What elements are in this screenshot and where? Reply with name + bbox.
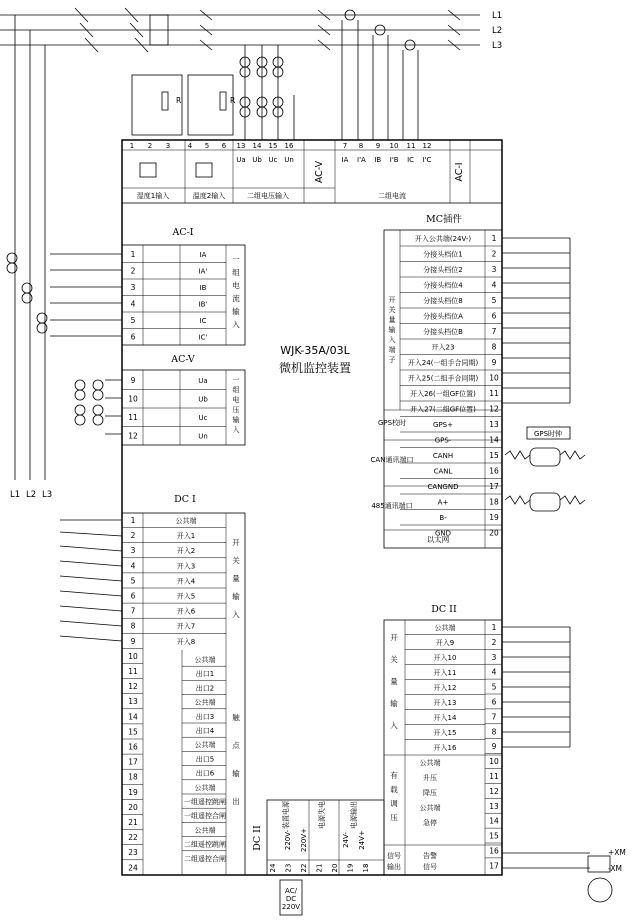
top-voltage-label: Ub xyxy=(252,156,262,164)
aci-side-char: 组 xyxy=(232,268,240,277)
dc2-bottom-number: 24 xyxy=(269,863,277,873)
dc1-side-in-char: 关 xyxy=(232,556,240,565)
top-terminal-strip xyxy=(122,140,502,203)
aci-terminal-number: 1 xyxy=(130,250,136,259)
dc1-output-label: 公共端 xyxy=(194,698,216,707)
aci-terminal-number: 5 xyxy=(130,316,136,325)
xm-plus-label: +XM xyxy=(608,848,626,857)
dc2-tap-label: 急停 xyxy=(423,819,437,827)
dc2-alarm-label: 信号 xyxy=(423,863,437,871)
acv-terminal-label: Uc xyxy=(198,414,208,422)
acv-terminal-number: 12 xyxy=(128,431,138,441)
dc2-bottom-group: 装置电源 xyxy=(282,801,290,829)
mc-terminal-label: GPS+ xyxy=(433,421,453,429)
dc1-input-label: 开入7 xyxy=(176,622,196,631)
aci-terminal-number: 4 xyxy=(130,299,136,309)
mc-terminal-number: 17 xyxy=(489,482,499,491)
dc1-output-label: 出口3 xyxy=(195,712,215,721)
dc2-terminal-number: 5 xyxy=(491,682,497,692)
dc2-terminal-number: 12 xyxy=(489,786,499,796)
dc2-terminal-number: 3 xyxy=(491,652,497,662)
dc1-side-in-char: 入 xyxy=(232,610,240,619)
diagram-text xyxy=(10,11,626,911)
top-terminal-number: 5 xyxy=(204,142,210,150)
dc2-bottom-number: 22 xyxy=(300,863,308,873)
dc2-tap-label: 公共端 xyxy=(419,759,441,767)
mc-terminal-label: A+ xyxy=(437,498,449,507)
dc2-tap-label: 公共端 xyxy=(419,804,441,812)
top-terminal-number: 3 xyxy=(165,142,171,150)
dc2-terminal-number: 14 xyxy=(489,816,499,826)
top-current-label: I'C xyxy=(422,156,432,164)
dc2-bottom-group: 电源输出 xyxy=(350,801,358,829)
dc2-bottom-number: 19 xyxy=(346,863,355,873)
dc1-input-label: 开入4 xyxy=(176,577,196,586)
dc2-side-in-char: 入 xyxy=(390,721,398,730)
acv-terminal-number: 9 xyxy=(130,376,136,385)
dc1-output-label: 出口1 xyxy=(195,670,215,679)
dc2-terminal-number: 10 xyxy=(489,757,499,767)
top-terminal-number: 4 xyxy=(187,142,193,150)
dc2-input-label: 开入16 xyxy=(433,744,457,752)
acv-title: AC-V xyxy=(171,354,195,365)
acv-terminal-number: 11 xyxy=(128,413,138,422)
dc2-terminal-number: 4 xyxy=(491,667,497,677)
dc2-side-in-char: 关 xyxy=(390,655,398,664)
dc1-terminal-number: 16 xyxy=(128,742,138,752)
acv-terminal-label: Ub xyxy=(198,395,208,404)
dc1-terminal-number: 24 xyxy=(128,863,138,873)
mc-terminal-number: 16 xyxy=(489,466,499,476)
mc-terminal-label: CANH xyxy=(432,452,454,460)
dc2-terminal-number: 2 xyxy=(491,637,497,647)
mc-terminal-number: 18 xyxy=(489,497,499,507)
xm-minus-label: -XM xyxy=(608,864,622,873)
top-voltage-label: Uc xyxy=(268,156,278,164)
dc1-output-label: 公共端 xyxy=(194,741,216,750)
dc1-terminal-number: 18 xyxy=(128,772,138,782)
mc-terminal-number: 12 xyxy=(489,404,499,414)
mc-terminal-number: 3 xyxy=(491,265,497,274)
dc1-terminal-number: 6 xyxy=(130,591,136,601)
top-current-label: IB xyxy=(374,156,382,164)
dc1-terminal-number: 21 xyxy=(128,818,138,827)
dc1-output-label: 出口6 xyxy=(195,769,215,778)
acv-side-char: 压 xyxy=(232,406,240,414)
mc-terminal-number: 15 xyxy=(489,451,499,460)
top-terminal-number: 13 xyxy=(236,142,246,150)
dc2-title: DC II xyxy=(431,604,457,615)
mc-terminal-label: 开入25(二组手合同期) xyxy=(407,374,479,383)
aci-terminal-label: IA xyxy=(199,251,207,259)
dc1-terminal-number: 1 xyxy=(130,516,136,525)
dc1-terminal-number: 23 xyxy=(128,848,138,858)
acv-terminal-block xyxy=(122,370,245,445)
dc1-terminal-number: 13 xyxy=(128,697,138,707)
mc-terminal-number: 13 xyxy=(489,420,499,429)
dc1-side-out-char: 点 xyxy=(232,741,240,750)
acv-side-char: 输 xyxy=(232,416,240,424)
mc-terminal-number: 9 xyxy=(491,358,497,367)
dc2-side-tap-char: 调 xyxy=(390,799,398,808)
dc1-side-in-char: 量 xyxy=(232,574,240,583)
aci-side-char: 流 xyxy=(232,294,240,303)
acv-terminal-label: Un xyxy=(198,432,208,441)
device-model: WJK-35A/03L xyxy=(280,344,350,357)
dc1-terminal-number: 22 xyxy=(128,833,138,843)
mc-terminal-label: B- xyxy=(439,514,447,522)
top-terminal-number: 16 xyxy=(284,142,294,150)
mc-terminal-label: CANL xyxy=(433,467,453,476)
dc2-acdc-label: AC/ xyxy=(285,887,297,895)
dc2-side-in-char: 量 xyxy=(390,677,398,686)
dc2-tap-label: 降压 xyxy=(423,789,437,797)
dc2-input-label: 开入12 xyxy=(433,684,457,692)
resistor-label: R xyxy=(230,96,236,105)
mc-terminal-label: 开入23 xyxy=(431,343,455,352)
aci-terminal-number: 3 xyxy=(130,283,136,292)
dc1-terminal-number: 2 xyxy=(130,531,136,541)
mc-terminal-number: 11 xyxy=(489,389,499,398)
phase-label-left: L3 xyxy=(42,490,53,500)
aci-terminal-label: IB' xyxy=(198,300,208,309)
acv-side-char: 电 xyxy=(232,396,240,404)
mc-side-char: 关 xyxy=(388,306,396,314)
dc2-terminal-number: 15 xyxy=(489,831,499,841)
dc2-bottom-number: 18 xyxy=(362,863,370,873)
top-current-label: I'B xyxy=(389,156,399,164)
aci-side-char: 电 xyxy=(232,281,240,290)
mc-side-char: 子 xyxy=(388,356,396,364)
mc-terminal-label: 分接头档位8 xyxy=(423,297,463,305)
dc2-bottom-volt: 220V- xyxy=(284,829,292,851)
mc-ethernet-label: 以太网 xyxy=(426,535,450,544)
mc-terminal-label: 分接头档位A xyxy=(423,312,463,321)
dc1-terminal-number: 10 xyxy=(128,651,138,661)
dc2-terminal-number: 8 xyxy=(491,727,497,737)
dc1-input-label: 开入5 xyxy=(176,592,196,601)
top-terminal-number: 15 xyxy=(268,142,278,150)
dc2-terminal-number: 16 xyxy=(489,846,499,856)
mc-terminal-number: 10 xyxy=(489,373,499,383)
acv-terminal-label: Ua xyxy=(198,377,208,385)
phase-label-right: L2 xyxy=(492,26,503,36)
dc2-terminal-number: 7 xyxy=(491,712,497,722)
dc1-input-label: 开入1 xyxy=(176,532,196,541)
dc2-input-label: 开入9 xyxy=(435,639,455,647)
dc2-terminal-number: 6 xyxy=(491,697,497,707)
dc2-signal-label: 输出 xyxy=(387,863,401,871)
mc-terminal-label: 开入公共端(24V-) xyxy=(414,235,472,243)
dc1-output-label: 出口2 xyxy=(195,684,215,693)
acv-terminal-number: 10 xyxy=(128,394,138,404)
dc1-terminal-number: 19 xyxy=(128,787,138,797)
dc2-alarm-label: 告警 xyxy=(423,852,437,860)
dc2-terminal-number: 17 xyxy=(489,861,499,871)
dc2-signal-label: 信号 xyxy=(387,852,401,860)
dc1-output-label: 一组遥控跳闸 xyxy=(184,798,226,806)
mc-terminal-number: 2 xyxy=(491,249,497,259)
mc-side-char: 端 xyxy=(388,346,396,354)
dc2-bottom-volt: 24V+ xyxy=(358,830,366,850)
dc1-side-in-char: 开 xyxy=(232,538,240,547)
dc2-tap-label: 升压 xyxy=(423,774,437,782)
top-terminal-number: 6 xyxy=(221,142,227,150)
dc1-title: DC I xyxy=(174,494,196,505)
acv-side-char: 组 xyxy=(232,386,240,394)
dc2-input-label: 开入11 xyxy=(433,669,457,677)
aci-title: AC-I xyxy=(172,227,194,238)
aci-terminal-label: IB xyxy=(199,284,207,292)
dc1-terminal-number: 17 xyxy=(128,757,138,767)
aci-side-char: 一 xyxy=(232,255,240,264)
dc1-terminal-number: 14 xyxy=(128,712,138,722)
top-terminal-number: 7 xyxy=(342,142,348,150)
dc1-terminal-number: 8 xyxy=(130,621,136,631)
dc1-side-in-char: 输 xyxy=(232,592,240,601)
top-acv-label: AC-V xyxy=(314,160,325,184)
dc2-bottom-group: 电源失电 xyxy=(318,801,326,829)
dc1-input-label: 开入2 xyxy=(176,547,196,556)
aci-side-char: 输 xyxy=(232,307,240,316)
dc1-terminal-number: 15 xyxy=(128,727,138,737)
phase-label-left: L1 xyxy=(10,490,21,500)
aci-terminal-block xyxy=(122,245,245,345)
dc2-bottom-number: 20 xyxy=(331,863,339,873)
dc2-side-in-char: 开 xyxy=(390,633,398,642)
phase-label-right: L1 xyxy=(492,11,503,21)
top-group-label: 湿度1输入 xyxy=(136,192,170,200)
mc-gps-label: GPS校时 xyxy=(377,419,407,427)
dc2-bottom-volt: 220V+ xyxy=(300,827,308,853)
mc-terminal-number: 20 xyxy=(489,528,499,538)
mc-terminal-label: 分接头档位B xyxy=(423,328,463,336)
dc1-terminal-number: 9 xyxy=(130,636,136,646)
dc2-bottom-number: 23 xyxy=(284,863,293,873)
mc-title: MC插件 xyxy=(426,214,462,225)
mc-terminal-label: 开入27(二组GF位置) xyxy=(410,405,476,414)
dc2-bottom-volt: 24V- xyxy=(342,832,350,848)
aci-terminal-label: IA' xyxy=(198,267,208,276)
dc1-side-out-char: 触 xyxy=(232,713,240,722)
dc2-side-tap-char: 压 xyxy=(390,813,398,822)
mc-terminal-label: 分接头档位4 xyxy=(423,281,463,290)
aci-terminal-number: 6 xyxy=(130,332,136,342)
dc1-output-label: 二组遥控合闸 xyxy=(184,854,226,863)
mc-terminal-number: 7 xyxy=(491,327,497,336)
dc1-input-label: 开入8 xyxy=(176,637,196,646)
dc1-output-label: 公共端 xyxy=(194,656,216,664)
dc2-input-label: 公共端 xyxy=(434,624,456,632)
resistor-label: R xyxy=(176,96,182,105)
mc-side-char: 开 xyxy=(388,296,396,304)
top-voltage-label: Un xyxy=(284,156,294,164)
top-terminal-number: 8 xyxy=(358,142,364,150)
mc-terminal-number: 8 xyxy=(491,342,497,352)
dc1-output-label: 公共端 xyxy=(194,783,216,792)
top-terminal-number: 12 xyxy=(422,142,432,150)
dc2-acdc-label: 220V xyxy=(281,903,301,911)
dc1-input-label: 公共端 xyxy=(175,517,197,525)
dc2-terminal-number: 11 xyxy=(489,772,499,781)
aci-terminal-number: 2 xyxy=(130,266,136,276)
dc1-output-label: 公共端 xyxy=(194,826,216,835)
dc2-side-in-char: 输 xyxy=(390,699,398,708)
dc1-terminal-number: 7 xyxy=(130,606,136,616)
mc-terminal-label: GPS- xyxy=(434,436,452,445)
static-wiring xyxy=(0,8,612,915)
mc-side-char: 入 xyxy=(388,336,396,344)
dc1-output-label: 出口5 xyxy=(195,755,215,764)
dc2-input-label: 开入10 xyxy=(433,654,457,662)
dc1-input-label: 开入6 xyxy=(176,607,196,616)
mc-terminal-label: 开入24(一组手合同期) xyxy=(407,359,479,367)
mc-terminal-number: 1 xyxy=(491,234,497,243)
top-terminal-number: 10 xyxy=(389,142,399,150)
top-terminal-number: 14 xyxy=(252,142,262,150)
dc2-terminal-number: 13 xyxy=(489,801,499,811)
top-terminal-number: 11 xyxy=(406,142,416,150)
mc-terminal-number: 19 xyxy=(489,513,499,522)
dc2-bottom-label: DC II xyxy=(252,825,263,851)
mc-terminal-number: 5 xyxy=(491,296,497,305)
mc-side-char: 输 xyxy=(388,326,396,334)
mc-485-label: 485通讯端口 xyxy=(371,502,413,510)
dc2-input-label: 开入14 xyxy=(433,714,457,722)
mc-side-char: 量 xyxy=(388,316,396,324)
dc2-input-label: 开入13 xyxy=(433,699,457,707)
dc1-output-label: 二组遥控跳闸 xyxy=(184,840,226,849)
mc-terminal-number: 4 xyxy=(491,280,497,290)
dc1-input-label: 开入3 xyxy=(176,562,196,571)
acv-side-char: 入 xyxy=(232,426,240,434)
aci-side-char: 入 xyxy=(232,320,240,329)
mc-terminal-number: 6 xyxy=(491,311,497,321)
top-terminal-number: 1 xyxy=(129,142,135,150)
top-aci-label: AC-I xyxy=(454,162,465,182)
top-current-label: IC xyxy=(407,156,415,164)
dc1-side-out-char: 输 xyxy=(232,769,240,778)
top-group-label: 二组电压输入 xyxy=(247,192,289,200)
dc1-terminal-number: 5 xyxy=(130,576,136,586)
dc2-side-tap-char: 载 xyxy=(390,785,398,794)
acv-side-char: 一 xyxy=(232,376,240,384)
mc-terminal-label: 分接头档位2 xyxy=(423,266,463,274)
dc1-terminal-number: 11 xyxy=(128,667,138,676)
dc2-input-label: 开入15 xyxy=(433,729,457,737)
top-group-label: 二组电流 xyxy=(378,192,406,200)
mc-terminal-label: GND xyxy=(434,529,452,538)
dc1-terminal-number: 12 xyxy=(128,682,138,692)
top-voltage-label: Ua xyxy=(236,156,246,164)
device-name: 微机监控装置 xyxy=(278,361,352,375)
dc2-acdc-label: DC xyxy=(285,895,297,903)
dc2-side-tap-char: 有 xyxy=(390,771,398,780)
dc1-terminal-number: 4 xyxy=(130,561,136,571)
top-group-label: 温度2输入 xyxy=(192,192,226,200)
phase-label-right: L3 xyxy=(492,41,503,51)
dc1-side-out-char: 出 xyxy=(232,797,240,806)
top-current-label: I'A xyxy=(357,156,366,164)
mc-terminal-label: 分接头档位1 xyxy=(423,250,463,259)
aci-terminal-label: IC xyxy=(199,317,207,325)
dc1-terminal-number: 3 xyxy=(130,546,136,556)
mc-gps-clock: GPS时钟 xyxy=(533,430,563,438)
mc-terminal-label: CANGND xyxy=(427,483,459,491)
top-terminal-number: 9 xyxy=(375,142,381,150)
dc1-output-label: 出口4 xyxy=(195,727,215,735)
mc-terminal-label: 开入26(一组GF位置) xyxy=(410,390,476,398)
top-current-label: IA xyxy=(341,156,349,164)
dc1-output-label: 一组遥控合闸 xyxy=(184,812,226,821)
phase-label-left: L2 xyxy=(26,490,37,500)
dc2-terminal-number: 9 xyxy=(491,742,497,752)
aci-terminal-label: IC' xyxy=(198,333,208,342)
dc2-bottom-number: 21 xyxy=(315,863,324,873)
dc2-terminal-number: 1 xyxy=(491,623,497,632)
mc-terminal-number: 14 xyxy=(489,435,499,445)
mc-can-label: CAN通讯端口 xyxy=(370,456,414,464)
top-terminal-number: 2 xyxy=(147,142,153,150)
dc1-terminal-number: 20 xyxy=(128,802,138,812)
